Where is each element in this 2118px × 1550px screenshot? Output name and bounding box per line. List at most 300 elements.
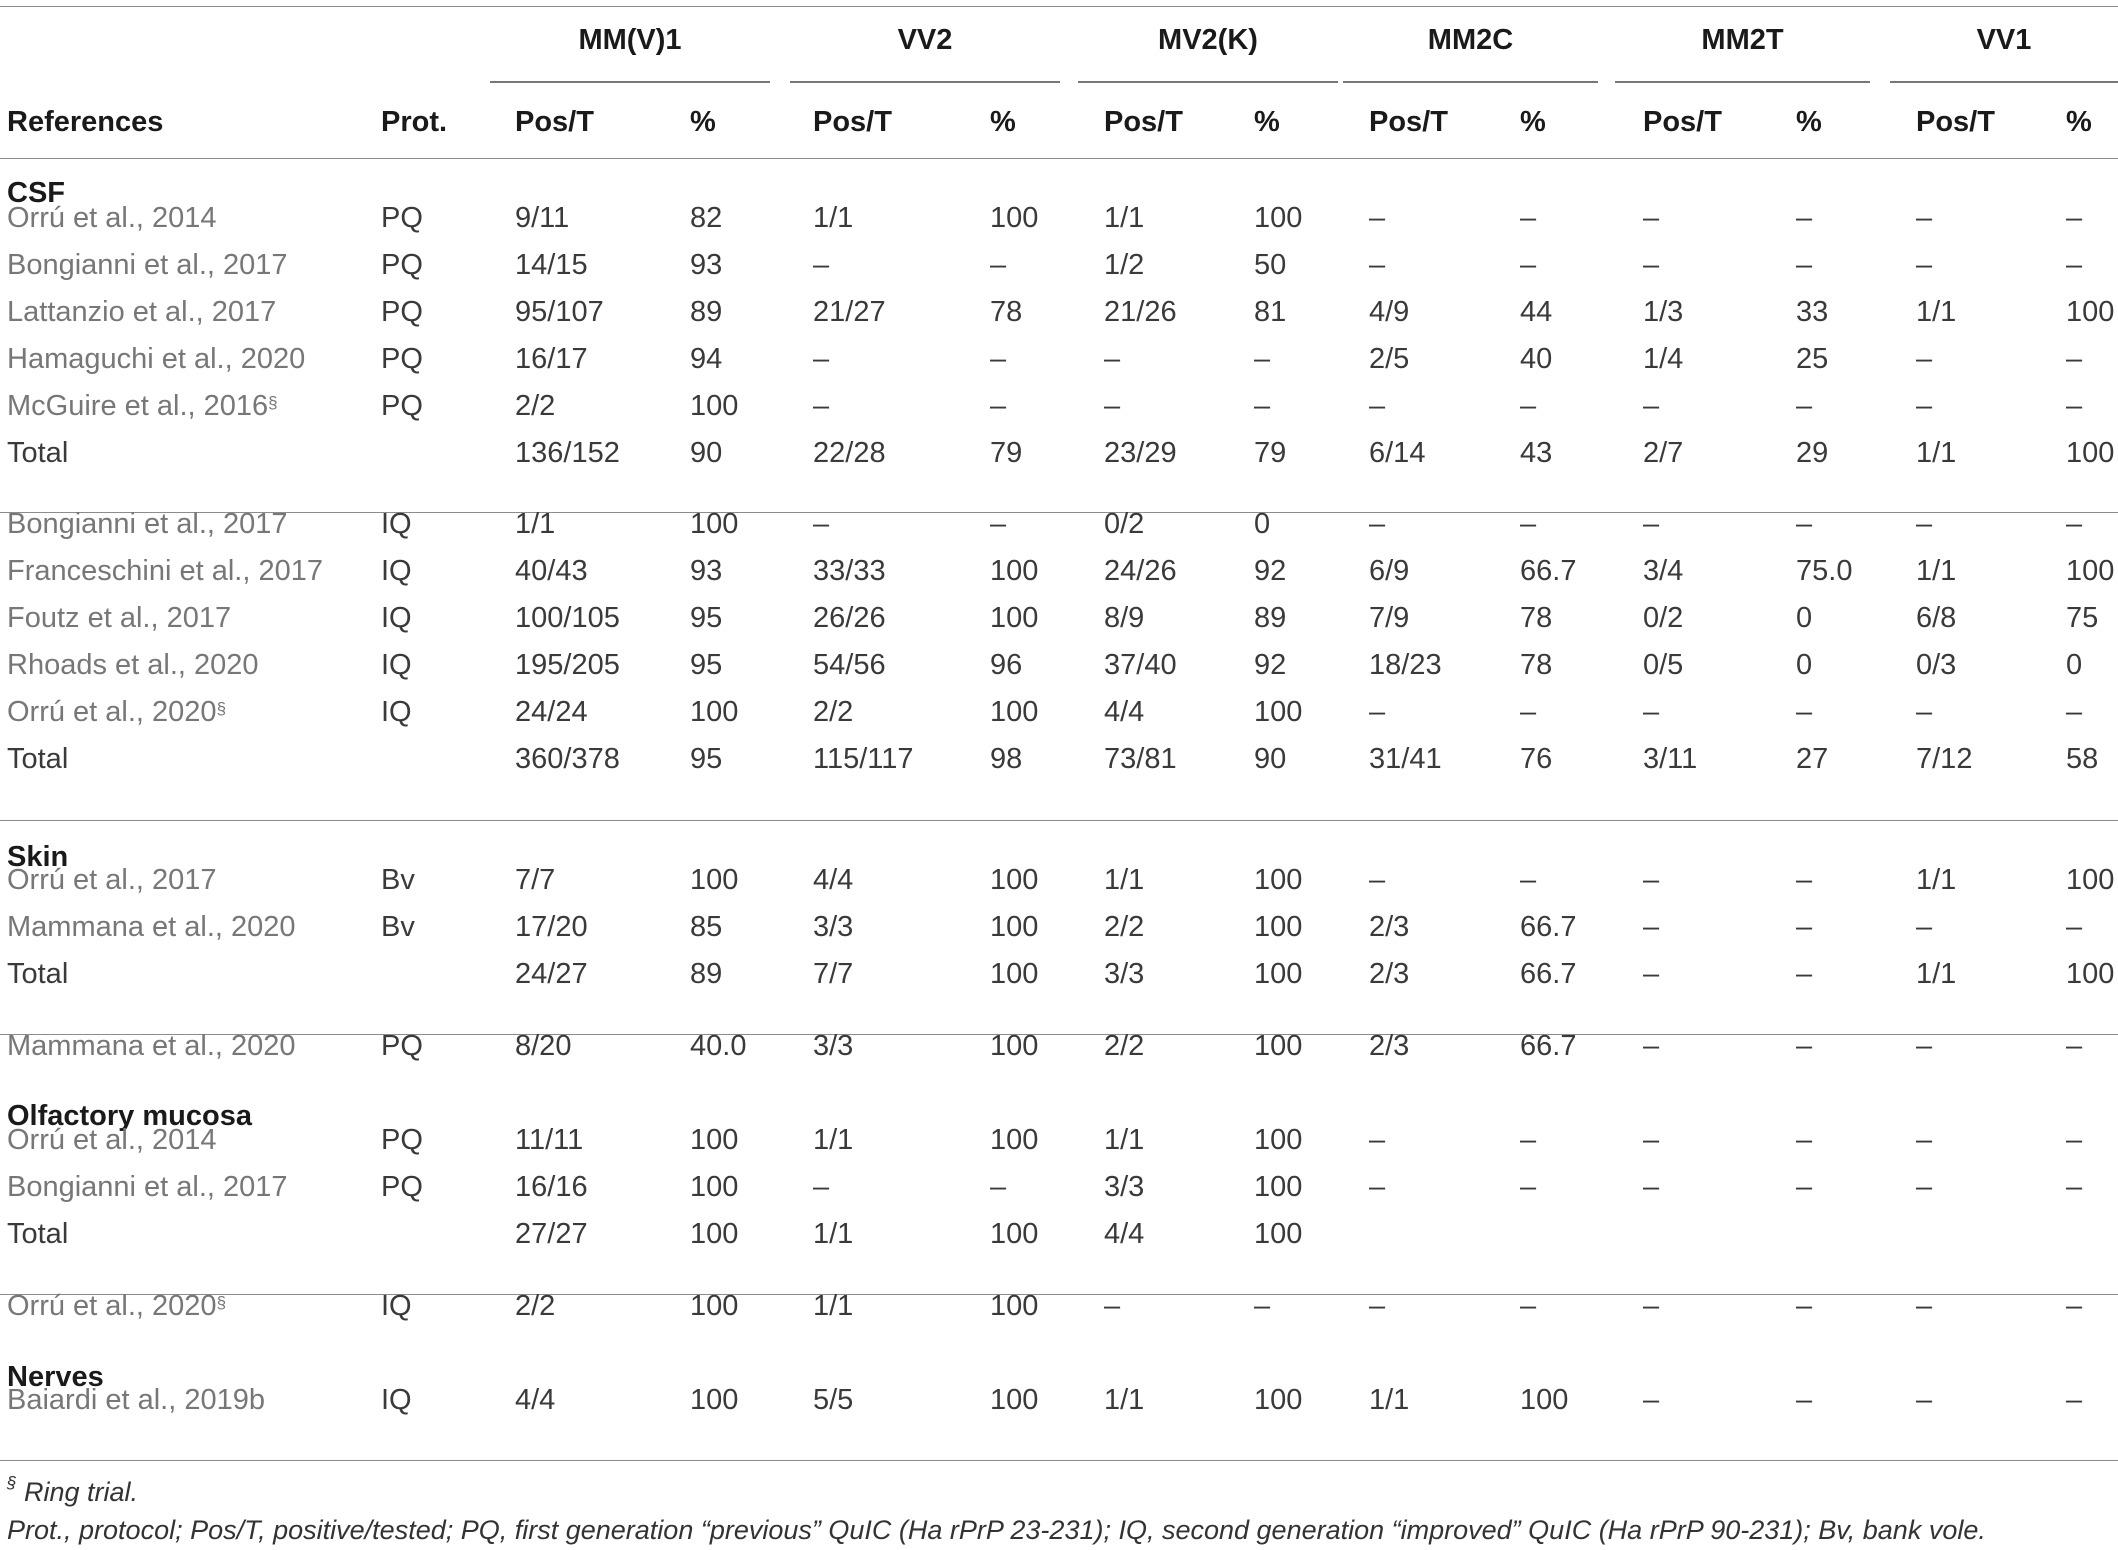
cell-vv1-pct: 0: [2066, 649, 2083, 681]
cell-mm2t-pos-t: –: [1643, 202, 1660, 234]
cell-mv2k-pos-t: 37/40: [1104, 649, 1177, 681]
reference-text: Total: [7, 958, 69, 990]
cell-mv2k-pos-t: 1/2: [1104, 249, 1145, 281]
cell-mm2t-pos-t: 0/2: [1643, 602, 1684, 634]
protocol-cell: IQ: [381, 649, 412, 681]
reference-cell: [7, 1283, 226, 1330]
cell-mv2k-pos-t: 2/2: [1104, 911, 1145, 943]
cell-vv1-pos-t: –: [1916, 1171, 1933, 1203]
cell-mm2c-pos-t: 6/9: [1369, 555, 1410, 587]
cell-vv2-pos-t: 3/3: [813, 911, 854, 943]
cell-mm2t-pct: 29: [1796, 437, 1829, 469]
table-row: [0, 336, 2118, 383]
cell-mm2t-pos-t: –: [1643, 696, 1660, 728]
cell-mm2t-pct: –: [1796, 1171, 1813, 1203]
group-underline-mmv1: [490, 81, 770, 83]
reference-cell: [7, 1164, 288, 1211]
cell-mmv1-pct: 100: [690, 508, 739, 540]
col-header-vv1-pct: %: [2066, 106, 2092, 138]
table-total-row: [0, 736, 2118, 783]
cell-mm2t-pct: 25: [1796, 343, 1829, 375]
cell-mmv1-pct: 95: [690, 602, 723, 634]
col-header-mm2t-pos-t: Pos/T: [1643, 106, 1722, 138]
cell-vv1-pct: 100: [2066, 864, 2115, 896]
cell-mv2k-pos-t: 2/2: [1104, 1030, 1145, 1062]
cell-vv2-pos-t: 4/4: [813, 864, 854, 896]
cell-vv1-pos-t: –: [1916, 343, 1933, 375]
table-row: [0, 642, 2118, 689]
cell-mm2c-pct: –: [1520, 1290, 1537, 1322]
cell-vv1-pct: –: [2066, 1171, 2083, 1203]
cell-vv2-pct: –: [990, 343, 1007, 375]
cell-mm2t-pct: –: [1796, 249, 1813, 281]
col-header-mm2c-pos-t: Pos/T: [1369, 106, 1448, 138]
group-underline-mm2c: [1343, 81, 1598, 83]
table-row: [0, 195, 2118, 242]
cell-mm2c-pos-t: 6/14: [1369, 437, 1426, 469]
reference-cell: [7, 595, 231, 642]
cell-mm2t-pos-t: –: [1643, 1030, 1660, 1062]
table-bottom-rule: [0, 1460, 2118, 1461]
cell-mv2k-pct: 100: [1254, 1171, 1303, 1203]
cell-vv2-pct: 100: [990, 864, 1039, 896]
cell-mm2t-pos-t: –: [1643, 1171, 1660, 1203]
cell-mm2c-pos-t: 7/9: [1369, 602, 1410, 634]
cell-vv1-pct: –: [2066, 1124, 2083, 1156]
cell-mmv1-pos-t: 16/16: [515, 1171, 588, 1203]
reference-text: Total: [7, 743, 69, 775]
cell-mm2c-pct: 66.7: [1520, 555, 1577, 587]
protocol-cell: PQ: [381, 202, 423, 234]
cell-mm2c-pct: –: [1520, 390, 1537, 422]
ring-trial-mark: §: [268, 393, 278, 412]
cell-vv2-pos-t: 21/27: [813, 296, 886, 328]
cell-vv1-pos-t: –: [1916, 249, 1933, 281]
reference-text: Orrú et al., 2014: [7, 202, 217, 234]
group-header-mmv1: MM(V)1: [578, 24, 682, 56]
group-header-mm2t: MM2T: [1701, 24, 1784, 56]
protocol-cell: Bv: [381, 911, 415, 943]
cell-mv2k-pos-t: 24/26: [1104, 555, 1177, 587]
cell-mm2t-pct: –: [1796, 508, 1813, 540]
section-title-nerves: Nerves: [7, 1361, 104, 1393]
cell-mm2t-pos-t: 3/11: [1643, 743, 1698, 775]
reference-text: Total: [7, 437, 69, 469]
cell-vv2-pos-t: 1/1: [813, 202, 854, 234]
cell-mm2c-pct: –: [1520, 696, 1537, 728]
cell-vv1-pct: –: [2066, 1030, 2083, 1062]
cell-mm2c-pos-t: 2/5: [1369, 343, 1410, 375]
table-row: [0, 904, 2118, 951]
cell-mm2c-pct: 44: [1520, 296, 1553, 328]
cell-vv1-pct: 75: [2066, 602, 2099, 634]
cell-mmv1-pos-t: 136/152: [515, 437, 620, 469]
cell-mm2c-pct: –: [1520, 508, 1537, 540]
cell-mv2k-pos-t: 1/1: [1104, 1384, 1145, 1416]
cell-mm2c-pct: 100: [1520, 1384, 1569, 1416]
cell-vv2-pct: 100: [990, 602, 1039, 634]
cell-mm2t-pct: –: [1796, 390, 1813, 422]
col-header-references: References: [7, 106, 164, 138]
section-title-olfactory: Olfactory mucosa: [7, 1100, 252, 1132]
cell-mm2t-pct: 33: [1796, 296, 1829, 328]
table-row: [0, 1164, 2118, 1211]
cell-mv2k-pct: 92: [1254, 555, 1287, 587]
cell-mmv1-pct: 100: [690, 1290, 739, 1322]
footnote-ring-text: Ring trial.: [16, 1477, 139, 1507]
cell-vv2-pos-t: –: [813, 249, 830, 281]
cell-mv2k-pct: 100: [1254, 1384, 1303, 1416]
cell-mmv1-pos-t: 17/20: [515, 911, 588, 943]
reference-text: Bongianni et al., 2017: [7, 1171, 288, 1203]
table-total-row: [0, 1211, 2118, 1258]
cell-mm2c-pct: 43: [1520, 437, 1553, 469]
cell-vv1-pos-t: –: [1916, 696, 1933, 728]
reference-text: Bongianni et al., 2017: [7, 249, 288, 281]
reference-cell: [7, 857, 217, 904]
cell-mv2k-pos-t: 3/3: [1104, 1171, 1145, 1203]
reference-cell: [7, 689, 226, 736]
cell-vv2-pos-t: 2/2: [813, 696, 854, 728]
cell-mm2t-pct: –: [1796, 958, 1813, 990]
cell-mmv1-pos-t: 27/27: [515, 1218, 588, 1250]
cell-vv1-pos-t: 1/1: [1916, 958, 1957, 990]
cell-vv2-pct: 100: [990, 202, 1039, 234]
protocol-cell: PQ: [381, 296, 423, 328]
header-bottom-rule: [0, 158, 2118, 159]
cell-mv2k-pos-t: 4/4: [1104, 1218, 1145, 1250]
cell-mmv1-pct: 95: [690, 649, 723, 681]
col-header-vv2-pct: %: [990, 106, 1016, 138]
cell-mmv1-pct: 82: [690, 202, 723, 234]
cell-mv2k-pos-t: –: [1104, 343, 1121, 375]
cell-vv1-pos-t: –: [1916, 1124, 1933, 1156]
cell-mm2c-pct: 66.7: [1520, 911, 1577, 943]
cell-vv1-pos-t: 6/8: [1916, 602, 1957, 634]
cell-mm2c-pct: 78: [1520, 649, 1553, 681]
cell-mm2c-pct: –: [1520, 1124, 1537, 1156]
reference-cell: [7, 736, 68, 783]
cell-vv1-pct: 100: [2066, 296, 2115, 328]
cell-mmv1-pos-t: 95/107: [515, 296, 604, 328]
reference-cell: [7, 501, 288, 548]
cell-mmv1-pos-t: 14/15: [515, 249, 588, 281]
cell-vv1-pos-t: –: [1916, 1290, 1933, 1322]
cell-vv2-pct: 100: [990, 1218, 1039, 1250]
cell-mv2k-pct: 100: [1254, 1030, 1303, 1062]
reference-text: Hamaguchi et al., 2020: [7, 343, 306, 375]
cell-mmv1-pct: 93: [690, 249, 723, 281]
cell-vv1-pct: –: [2066, 1290, 2083, 1322]
cell-vv1-pct: 100: [2066, 437, 2115, 469]
reference-cell: [7, 1377, 265, 1424]
reference-cell: [7, 242, 288, 289]
cell-mv2k-pct: 100: [1254, 864, 1303, 896]
cell-mmv1-pct: 100: [690, 1171, 739, 1203]
reference-text: Baiardi et al., 2019b: [7, 1384, 265, 1416]
cell-mm2t-pct: –: [1796, 1030, 1813, 1062]
cell-mm2t-pct: –: [1796, 1290, 1813, 1322]
cell-vv1-pct: 58: [2066, 743, 2099, 775]
cell-mv2k-pct: –: [1254, 343, 1271, 375]
cell-mm2c-pos-t: –: [1369, 249, 1386, 281]
cell-vv2-pos-t: 1/1: [813, 1218, 854, 1250]
cell-mm2c-pct: 66.7: [1520, 1030, 1577, 1062]
cell-mv2k-pos-t: 23/29: [1104, 437, 1177, 469]
col-header-mm2t-pct: %: [1796, 106, 1822, 138]
cell-mmv1-pct: 90: [690, 437, 723, 469]
footnote-abbreviations: Prot., protocol; Pos/T, positive/tested; PQ, first generation “previous” QuIC (Ha rPrP 23-231); IQ, second generation “improved” QuIC (Ha rPrP 90-231); Bv, bank vole.: [7, 1515, 1986, 1545]
reference-cell: [7, 1023, 296, 1070]
reference-text: Total: [7, 1218, 69, 1250]
cell-vv1-pos-t: 7/12: [1916, 743, 1973, 775]
cell-mmv1-pos-t: 7/7: [515, 864, 556, 896]
cell-mm2t-pos-t: 1/4: [1643, 343, 1684, 375]
cell-mm2c-pos-t: –: [1369, 1171, 1386, 1203]
cell-vv1-pos-t: –: [1916, 390, 1933, 422]
protocol-cell: PQ: [381, 1171, 423, 1203]
cell-mm2c-pct: –: [1520, 864, 1537, 896]
col-header-mmv1-pos-t: Pos/T: [515, 106, 594, 138]
protocol-cell: PQ: [381, 343, 423, 375]
table-row: [0, 857, 2118, 904]
cell-mm2c-pos-t: –: [1369, 390, 1386, 422]
cell-mm2t-pct: –: [1796, 202, 1813, 234]
reference-text: Mammana et al., 2020: [7, 911, 296, 943]
cell-mmv1-pos-t: 100/105: [515, 602, 620, 634]
cell-mm2c-pct: –: [1520, 202, 1537, 234]
reference-text: Orrú et al., 2020: [7, 696, 217, 728]
cell-mmv1-pct: 100: [690, 696, 739, 728]
table-row: [0, 1023, 2118, 1070]
footnote-ring-mark: §: [7, 1473, 17, 1492]
cell-mv2k-pct: 81: [1254, 296, 1287, 328]
cell-mm2c-pos-t: –: [1369, 1124, 1386, 1156]
cell-vv2-pct: 100: [990, 958, 1039, 990]
table-row: [0, 595, 2118, 642]
cell-vv1-pct: –: [2066, 202, 2083, 234]
col-header-mmv1-pct: %: [690, 106, 716, 138]
cell-vv2-pos-t: 26/26: [813, 602, 886, 634]
group-underline-mm2t: [1615, 81, 1870, 83]
cell-vv1-pos-t: 0/3: [1916, 649, 1957, 681]
protocol-cell: Bv: [381, 864, 415, 896]
cell-vv2-pct: 78: [990, 296, 1023, 328]
cell-mv2k-pct: 100: [1254, 696, 1303, 728]
cell-mm2c-pos-t: –: [1369, 864, 1386, 896]
cell-vv2-pct: 100: [990, 911, 1039, 943]
col-header-vv2-pos-t: Pos/T: [813, 106, 892, 138]
cell-mm2t-pos-t: 0/5: [1643, 649, 1684, 681]
reference-text: Orrú et al., 2017: [7, 864, 217, 896]
cell-mv2k-pct: 0: [1254, 508, 1271, 540]
cell-mm2c-pct: 66.7: [1520, 958, 1577, 990]
protocol-cell: IQ: [381, 602, 412, 634]
ring-trial-mark: §: [216, 699, 227, 718]
cell-mm2t-pos-t: –: [1643, 1384, 1660, 1416]
col-header-vv1-pos-t: Pos/T: [1916, 106, 1995, 138]
cell-mv2k-pos-t: 1/1: [1104, 1124, 1145, 1156]
cell-mm2t-pct: 27: [1796, 743, 1829, 775]
reference-text: McGuire et al., 2016: [7, 390, 269, 422]
cell-mm2c-pct: 40: [1520, 343, 1553, 375]
cell-mmv1-pos-t: 40/43: [515, 555, 588, 587]
cell-vv1-pct: 100: [2066, 958, 2115, 990]
table-top-rule: [0, 6, 2118, 7]
cell-mmv1-pos-t: 1/1: [515, 508, 556, 540]
reference-cell: [7, 904, 296, 951]
reference-cell: [7, 1117, 217, 1164]
footnote-ring-trial: [7, 1473, 139, 1508]
cell-mv2k-pct: 100: [1254, 202, 1303, 234]
cell-mm2t-pos-t: –: [1643, 958, 1660, 990]
cell-mm2t-pos-t: 3/4: [1643, 555, 1684, 587]
cell-mm2c-pct: –: [1520, 1171, 1537, 1203]
cell-mv2k-pos-t: 73/81: [1104, 743, 1177, 775]
cell-vv2-pos-t: –: [813, 390, 830, 422]
cell-vv2-pct: 100: [990, 696, 1039, 728]
cell-mv2k-pct: 89: [1254, 602, 1287, 634]
cell-vv2-pos-t: 33/33: [813, 555, 886, 587]
table-row: [0, 548, 2118, 595]
cell-vv2-pct: 100: [990, 1384, 1039, 1416]
cell-vv1-pos-t: –: [1916, 1384, 1933, 1416]
cell-mm2c-pct: –: [1520, 249, 1537, 281]
cell-mv2k-pos-t: 1/1: [1104, 864, 1145, 896]
cell-vv2-pct: –: [990, 249, 1007, 281]
cell-vv2-pct: 100: [990, 1290, 1039, 1322]
reference-cell: [7, 336, 305, 383]
reference-text: Orrú et al., 2020: [7, 1290, 217, 1322]
table-row: [0, 289, 2118, 336]
table-row: [0, 501, 2118, 548]
reference-cell: [7, 289, 276, 336]
reference-cell: [7, 383, 278, 430]
col-header-mv2k-pos-t: Pos/T: [1104, 106, 1183, 138]
cell-vv2-pos-t: –: [813, 343, 830, 375]
cell-mv2k-pct: 100: [1254, 958, 1303, 990]
cell-vv2-pos-t: 54/56: [813, 649, 886, 681]
cell-mmv1-pct: 89: [690, 958, 723, 990]
cell-mm2t-pct: –: [1796, 911, 1813, 943]
cell-mm2t-pct: 0: [1796, 602, 1813, 634]
cell-mm2c-pct: 78: [1520, 602, 1553, 634]
cell-mv2k-pct: –: [1254, 1290, 1271, 1322]
cell-mmv1-pos-t: 2/2: [515, 1290, 556, 1322]
cell-vv2-pct: 100: [990, 1124, 1039, 1156]
cell-vv2-pos-t: –: [813, 508, 830, 540]
cell-mmv1-pct: 94: [690, 343, 723, 375]
protocol-cell: PQ: [381, 1030, 423, 1062]
cell-mm2t-pct: –: [1796, 864, 1813, 896]
cell-mv2k-pos-t: 0/2: [1104, 508, 1145, 540]
table-row: [0, 1117, 2118, 1164]
cell-vv2-pct: 79: [990, 437, 1023, 469]
cell-vv1-pct: –: [2066, 696, 2083, 728]
cell-mm2t-pct: 75.0: [1796, 555, 1853, 587]
group-header-mv2k: MV2(K): [1158, 24, 1258, 56]
cell-vv2-pos-t: 22/28: [813, 437, 886, 469]
cell-vv1-pos-t: 1/1: [1916, 437, 1957, 469]
cell-vv2-pos-t: 3/3: [813, 1030, 854, 1062]
cell-mm2t-pos-t: –: [1643, 911, 1660, 943]
cell-mm2t-pct: –: [1796, 1124, 1813, 1156]
cell-vv2-pos-t: –: [813, 1171, 830, 1203]
cell-mmv1-pos-t: 360/378: [515, 743, 620, 775]
cell-mv2k-pos-t: –: [1104, 390, 1121, 422]
group-header-vv2: VV2: [897, 24, 953, 56]
protocol-cell: IQ: [381, 1384, 412, 1416]
cell-vv2-pct: 100: [990, 555, 1039, 587]
section-title-skin: Skin: [7, 841, 69, 873]
reference-text: Orrú et al., 2014: [7, 1124, 217, 1156]
group-header-vv1: VV1: [1976, 24, 2032, 56]
cell-mv2k-pos-t: –: [1104, 1290, 1121, 1322]
cell-mmv1-pct: 100: [690, 390, 739, 422]
cell-mm2t-pos-t: –: [1643, 864, 1660, 896]
cell-mv2k-pos-t: 1/1: [1104, 202, 1145, 234]
cell-mm2c-pct: 76: [1520, 743, 1553, 775]
cell-vv1-pct: –: [2066, 390, 2083, 422]
cell-mm2c-pos-t: 2/3: [1369, 958, 1410, 990]
cell-vv2-pct: 98: [990, 743, 1023, 775]
cell-mmv1-pct: 93: [690, 555, 723, 587]
cell-mmv1-pct: 85: [690, 911, 723, 943]
reference-cell: [7, 951, 68, 998]
cell-mmv1-pos-t: 9/11: [515, 202, 570, 234]
cell-mv2k-pct: 100: [1254, 1218, 1303, 1250]
cell-mm2t-pos-t: 2/7: [1643, 437, 1684, 469]
col-header-mm2c-pct: %: [1520, 106, 1546, 138]
cell-mm2c-pos-t: 1/1: [1369, 1384, 1410, 1416]
cell-vv1-pct: –: [2066, 1384, 2083, 1416]
cell-mmv1-pos-t: 24/24: [515, 696, 588, 728]
table-row: [0, 1283, 2118, 1330]
cell-mv2k-pos-t: 8/9: [1104, 602, 1145, 634]
protocol-cell: PQ: [381, 249, 423, 281]
cell-mm2t-pct: –: [1796, 1384, 1813, 1416]
protocol-cell: PQ: [381, 390, 423, 422]
cell-mmv1-pos-t: 195/205: [515, 649, 620, 681]
table-row: [0, 689, 2118, 736]
cell-mm2t-pos-t: –: [1643, 508, 1660, 540]
cell-mm2t-pos-t: 1/3: [1643, 296, 1684, 328]
cell-mv2k-pos-t: 21/26: [1104, 296, 1177, 328]
cell-mmv1-pct: 100: [690, 1124, 739, 1156]
group-header-mm2c: MM2C: [1427, 24, 1514, 56]
reference-text: Rhoads et al., 2020: [7, 649, 259, 681]
table-row: [0, 1377, 2118, 1424]
cell-mm2t-pos-t: –: [1643, 249, 1660, 281]
protocol-cell: IQ: [381, 1290, 412, 1322]
cell-vv1-pos-t: 1/1: [1916, 555, 1957, 587]
cell-mm2c-pos-t: 18/23: [1369, 649, 1442, 681]
cell-mm2t-pos-t: –: [1643, 1290, 1660, 1322]
cell-vv2-pct: 100: [990, 1030, 1039, 1062]
block-separator: [0, 820, 2118, 821]
reference-cell: [7, 642, 259, 689]
protocol-cell: IQ: [381, 555, 412, 587]
table-row: [0, 242, 2118, 289]
cell-mm2c-pos-t: –: [1369, 1290, 1386, 1322]
cell-mmv1-pos-t: 8/20: [515, 1030, 572, 1062]
cell-mmv1-pct: 95: [690, 743, 723, 775]
reference-cell: [7, 430, 68, 477]
cell-vv2-pct: –: [990, 1171, 1007, 1203]
reference-cell: [7, 548, 323, 595]
cell-vv1-pos-t: 1/1: [1916, 296, 1957, 328]
reference-text: Mammana et al., 2020: [7, 1030, 296, 1062]
